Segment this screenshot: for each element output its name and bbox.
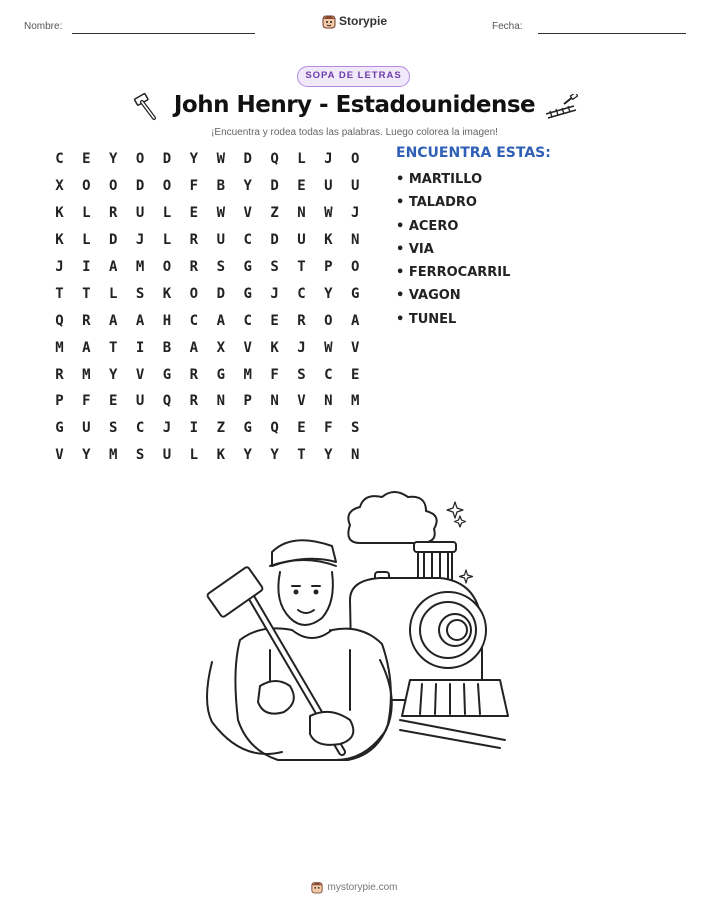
grid-letter[interactable]: A bbox=[109, 259, 118, 275]
grid-letter[interactable]: R bbox=[189, 393, 199, 410]
grid-letter[interactable]: V bbox=[243, 205, 252, 222]
grid-letter[interactable]: M bbox=[135, 259, 145, 275]
grid-letter[interactable]: J bbox=[162, 420, 172, 437]
grid-letter[interactable]: M bbox=[82, 366, 91, 383]
grid-letter[interactable]: U bbox=[216, 232, 225, 249]
brand bbox=[0, 13, 709, 34]
grid-letter[interactable]: C bbox=[189, 312, 199, 329]
grid-letter[interactable]: C bbox=[243, 232, 252, 249]
grid-letter[interactable]: K bbox=[55, 232, 64, 249]
brand-name: Storypie bbox=[338, 14, 387, 28]
grid-letter[interactable]: S bbox=[351, 420, 360, 437]
grid-letter[interactable]: O bbox=[324, 312, 333, 329]
page-title: John Henry - Estadounidense bbox=[173, 92, 536, 118]
grid-letter[interactable]: U bbox=[324, 178, 333, 195]
word-list-item: • VAGON bbox=[396, 288, 461, 304]
grid-letter[interactable]: C bbox=[324, 366, 333, 383]
grid-letter[interactable]: B bbox=[162, 339, 172, 356]
grid-letter[interactable]: J bbox=[270, 285, 279, 302]
grid-letter[interactable]: R bbox=[297, 312, 306, 329]
grid-letter[interactable]: G bbox=[162, 366, 172, 383]
grid-letter[interactable]: G bbox=[243, 285, 252, 302]
storypie-logo-icon bbox=[322, 13, 336, 29]
grid-letter[interactable]: A bbox=[216, 312, 225, 329]
name-label: Nombre: bbox=[24, 21, 63, 32]
grid-letter[interactable]: U bbox=[135, 393, 145, 410]
grid-letter[interactable]: N bbox=[270, 393, 279, 410]
grid-letter[interactable]: U bbox=[351, 178, 360, 195]
grid-letter[interactable]: C bbox=[55, 151, 64, 168]
grid-letter[interactable]: E bbox=[189, 205, 199, 222]
grid-letter[interactable]: O bbox=[135, 151, 145, 168]
john-henry-locomotive-illustration bbox=[200, 490, 510, 780]
grid-letter[interactable]: N bbox=[351, 232, 360, 249]
grid-letter[interactable]: J bbox=[324, 151, 333, 168]
grid-letter[interactable]: B bbox=[216, 178, 225, 195]
grid-letter[interactable]: L bbox=[82, 232, 91, 249]
grid-letter[interactable]: F bbox=[189, 178, 199, 195]
grid-letter[interactable]: U bbox=[297, 232, 306, 249]
word-search-grid[interactable] bbox=[46, 146, 369, 469]
grid-letter[interactable]: G bbox=[243, 259, 252, 275]
grid-letter[interactable]: G bbox=[216, 366, 225, 383]
grid-letter[interactable]: D bbox=[162, 151, 172, 168]
grid-letter[interactable]: O bbox=[109, 178, 118, 195]
grid-letter[interactable]: S bbox=[216, 259, 225, 275]
grid-letter[interactable]: L bbox=[162, 205, 172, 222]
grid-letter[interactable]: O bbox=[189, 285, 199, 302]
railroad-track-icon bbox=[544, 94, 578, 120]
grid-letter[interactable]: S bbox=[135, 447, 145, 464]
grid-letter[interactable]: N bbox=[216, 393, 225, 410]
grid-letter[interactable]: Q bbox=[55, 312, 64, 329]
grid-letter[interactable]: T bbox=[109, 339, 118, 356]
grid-letter[interactable]: L bbox=[162, 232, 172, 249]
grid-letter[interactable]: Y bbox=[324, 447, 333, 464]
grid-letter[interactable]: T bbox=[297, 259, 306, 275]
grid-letter[interactable]: T bbox=[82, 285, 91, 302]
footer bbox=[0, 880, 709, 899]
grid-letter[interactable]: A bbox=[109, 312, 118, 329]
grid-letter[interactable]: A bbox=[82, 339, 91, 356]
grid-letter[interactable]: D bbox=[216, 285, 225, 302]
grid-letter[interactable]: E bbox=[351, 366, 360, 383]
grid-letter[interactable]: M bbox=[109, 447, 118, 464]
activity-badge: SOPA DE LETRAS bbox=[297, 66, 410, 87]
grid-letter[interactable]: O bbox=[351, 151, 360, 168]
grid-letter[interactable]: T bbox=[297, 447, 306, 464]
grid-letter[interactable]: A bbox=[351, 312, 360, 329]
grid-letter[interactable]: I bbox=[189, 420, 199, 437]
word-list-item: • TUNEL bbox=[396, 311, 457, 327]
grid-letter[interactable]: D bbox=[270, 232, 279, 249]
grid-letter[interactable]: Y bbox=[109, 366, 118, 383]
grid-letter[interactable]: A bbox=[189, 339, 199, 356]
word-list-item: • FERROCARRIL bbox=[396, 265, 511, 281]
word-list-item: • ACERO bbox=[396, 218, 459, 234]
grid-letter[interactable]: R bbox=[189, 232, 199, 249]
grid-letter[interactable]: H bbox=[162, 312, 172, 329]
grid-letter[interactable]: D bbox=[270, 178, 279, 195]
grid-letter[interactable]: J bbox=[135, 232, 145, 249]
grid-letter[interactable]: I bbox=[82, 259, 91, 275]
grid-letter[interactable]: Y bbox=[109, 151, 118, 168]
grid-letter[interactable]: Y bbox=[82, 447, 91, 464]
instructions: ¡Encuentra y rodea todas las palabras. Luego colorea la imagen! bbox=[211, 127, 498, 138]
storypie-logo-icon bbox=[311, 880, 323, 894]
grid-letter[interactable]: V bbox=[135, 366, 145, 383]
grid-letter[interactable]: G bbox=[351, 285, 360, 302]
grid-letter[interactable]: L bbox=[189, 447, 199, 464]
grid-letter[interactable]: X bbox=[55, 178, 64, 195]
grid-letter[interactable]: U bbox=[135, 205, 145, 222]
grid-letter[interactable]: R bbox=[189, 259, 199, 275]
word-list-item: • TALADRO bbox=[396, 195, 477, 211]
grid-letter[interactable]: N bbox=[297, 205, 306, 222]
grid-letter[interactable]: O bbox=[351, 259, 360, 275]
grid-letter[interactable]: O bbox=[162, 178, 172, 195]
grid-letter[interactable]: E bbox=[109, 393, 118, 410]
grid-letter[interactable]: F bbox=[270, 366, 279, 383]
grid-letter[interactable]: E bbox=[297, 178, 306, 195]
grid-letter[interactable]: G bbox=[55, 420, 64, 437]
grid-letter[interactable]: N bbox=[324, 393, 333, 410]
grid-letter[interactable]: S bbox=[270, 259, 279, 275]
grid-letter[interactable]: P bbox=[55, 393, 64, 410]
grid-letter[interactable]: W bbox=[324, 339, 333, 356]
grid-letter[interactable]: L bbox=[109, 285, 118, 302]
grid-letter[interactable]: J bbox=[297, 339, 306, 356]
grid-letter[interactable]: Q bbox=[162, 393, 172, 410]
word-list-item: • MARTILLO bbox=[396, 172, 483, 187]
grid-letter[interactable]: R bbox=[189, 366, 199, 383]
grid-letter[interactable]: E bbox=[82, 151, 91, 168]
grid-letter[interactable]: D bbox=[243, 151, 252, 168]
grid-letter[interactable]: S bbox=[297, 366, 306, 383]
grid-letter[interactable]: L bbox=[297, 151, 306, 168]
grid-letter[interactable]: V bbox=[55, 447, 64, 464]
grid-letter[interactable]: A bbox=[135, 312, 145, 329]
grid-letter[interactable]: G bbox=[243, 420, 252, 437]
word-list-title: ENCUENTRA ESTAS: bbox=[396, 145, 551, 161]
grid-letter[interactable]: S bbox=[135, 285, 145, 302]
grid-letter[interactable]: W bbox=[216, 205, 225, 222]
grid-letter[interactable]: Y bbox=[243, 447, 252, 464]
grid-letter[interactable]: E bbox=[297, 420, 306, 437]
grid-letter[interactable]: O bbox=[82, 178, 91, 195]
grid-letter[interactable]: V bbox=[243, 339, 252, 356]
grid-letter[interactable]: S bbox=[109, 420, 118, 437]
grid-letter[interactable]: M bbox=[243, 366, 252, 383]
word-list-item: • VIA bbox=[396, 241, 434, 257]
grid-letter[interactable]: U bbox=[82, 420, 91, 437]
grid-letter[interactable]: T bbox=[55, 285, 64, 302]
grid-letter[interactable]: N bbox=[351, 447, 360, 464]
grid-letter[interactable]: Y bbox=[270, 447, 279, 464]
grid-letter[interactable]: K bbox=[270, 339, 279, 356]
grid-letter[interactable]: Z bbox=[270, 205, 279, 222]
grid-letter[interactable]: M bbox=[55, 339, 64, 356]
grid-letter[interactable]: Y bbox=[243, 178, 252, 195]
word-list bbox=[396, 170, 510, 333]
grid-letter[interactable]: Q bbox=[270, 151, 279, 168]
grid-letter[interactable]: P bbox=[324, 259, 333, 275]
grid-letter[interactable]: Y bbox=[189, 151, 199, 168]
grid-letter[interactable]: D bbox=[109, 232, 118, 249]
grid-letter[interactable]: O bbox=[162, 259, 172, 275]
grid-letter[interactable]: K bbox=[162, 285, 172, 302]
date-label: Fecha: bbox=[492, 21, 523, 32]
grid-letter[interactable]: Y bbox=[324, 285, 333, 302]
grid-letter[interactable]: K bbox=[55, 205, 64, 222]
grid-letter[interactable]: M bbox=[351, 393, 360, 410]
grid-letter[interactable]: J bbox=[55, 259, 64, 275]
grid-letter[interactable]: V bbox=[297, 393, 306, 410]
grid-letter[interactable]: D bbox=[135, 178, 145, 195]
grid-letter[interactable]: X bbox=[216, 339, 225, 356]
grid-letter[interactable]: K bbox=[216, 447, 225, 464]
grid-letter[interactable]: J bbox=[351, 205, 360, 222]
grid-letter[interactable]: Q bbox=[270, 420, 279, 437]
grid-letter[interactable]: R bbox=[109, 205, 118, 222]
grid-letter[interactable]: F bbox=[324, 420, 333, 437]
grid-letter[interactable]: R bbox=[82, 312, 91, 329]
grid-letter[interactable]: U bbox=[162, 447, 172, 464]
grid-letter[interactable]: Z bbox=[216, 420, 225, 437]
grid-letter[interactable]: W bbox=[216, 151, 225, 168]
footer-url: mystorypie.com bbox=[327, 881, 398, 893]
grid-letter[interactable]: C bbox=[243, 312, 252, 329]
grid-letter[interactable]: V bbox=[351, 339, 360, 356]
grid-letter[interactable]: R bbox=[55, 366, 64, 383]
grid-letter[interactable]: K bbox=[324, 232, 333, 249]
grid-letter[interactable]: L bbox=[82, 205, 91, 222]
grid-letter[interactable]: C bbox=[297, 285, 306, 302]
grid-letter[interactable]: F bbox=[82, 393, 91, 410]
grid-letter[interactable]: I bbox=[135, 339, 145, 356]
grid-letter[interactable]: C bbox=[135, 420, 145, 437]
grid-letter[interactable]: P bbox=[243, 393, 252, 410]
grid-letter[interactable]: W bbox=[324, 205, 333, 222]
grid-letter[interactable]: E bbox=[270, 312, 279, 329]
